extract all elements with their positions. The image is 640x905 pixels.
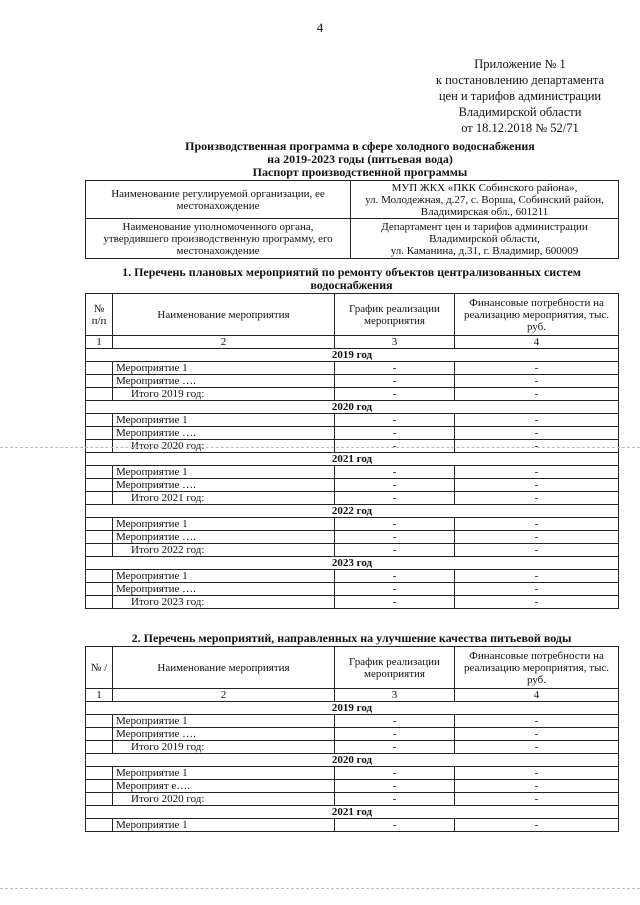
row-number-cell — [86, 819, 113, 832]
finance-cell: - — [455, 583, 619, 596]
col-number: 3 — [335, 689, 455, 702]
schedule-cell: - — [335, 596, 455, 609]
year-heading: 2019 год — [86, 349, 619, 362]
passport-org-label: Наименование регулируемой организации, ее местонахождение — [86, 181, 351, 219]
table-row — [86, 728, 619, 741]
year-heading: 2019 год — [86, 702, 619, 715]
measure-name-cell: Мероприятие 1 — [113, 819, 335, 832]
finance-cell: - — [455, 741, 619, 754]
finance-cell: - — [455, 362, 619, 375]
finance-cell: - — [455, 531, 619, 544]
measure-name-cell: Итого 2022 год: — [113, 544, 335, 557]
row-number-cell — [86, 362, 113, 375]
finance-cell: - — [455, 479, 619, 492]
schedule-cell: - — [335, 544, 455, 557]
table-row — [86, 570, 619, 583]
year-row — [86, 557, 619, 570]
appendix-line: Владимирской области — [458, 105, 582, 119]
title-line: Производственная программа в сфере холодного водоснабжения — [185, 139, 535, 153]
table-row — [86, 596, 619, 609]
table-row — [86, 819, 619, 832]
col-number: 4 — [455, 336, 619, 349]
year-heading: 2023 год — [86, 557, 619, 570]
year-row — [86, 754, 619, 767]
measure-name-cell: Мероприят е…. — [113, 780, 335, 793]
row-number-cell — [86, 715, 113, 728]
year-heading: 2021 год — [86, 453, 619, 466]
appendix-line: к постановлению департамента — [435, 73, 605, 87]
section2-table — [85, 646, 619, 832]
passport-table — [85, 180, 619, 259]
finance-cell: - — [455, 388, 619, 401]
schedule-cell: - — [335, 819, 455, 832]
row-number-cell — [86, 466, 113, 479]
schedule-cell: - — [335, 388, 455, 401]
section1-table — [85, 293, 619, 609]
measure-name-cell: Мероприятие 1 — [113, 518, 335, 531]
schedule-cell: - — [335, 715, 455, 728]
row-number-cell — [86, 375, 113, 388]
schedule-cell: - — [335, 780, 455, 793]
row-number-cell — [86, 583, 113, 596]
finance-cell: - — [455, 440, 619, 453]
table-row — [86, 414, 619, 427]
page-number: 4 — [316, 20, 324, 35]
appendix-line: Приложение № 1 — [474, 57, 566, 71]
table-row — [86, 427, 619, 440]
passport-org-value: МУП ЖКХ «ПКК Собинского района», ул. Молодежная, д.27, с. Ворша, Собинский район, Владимирская обл., 601211 — [351, 181, 619, 219]
row-number-cell — [86, 479, 113, 492]
year-heading: 2020 год — [86, 401, 619, 414]
finance-cell: - — [455, 819, 619, 832]
row-number-cell — [86, 414, 113, 427]
table-row — [86, 479, 619, 492]
table-row — [86, 767, 619, 780]
col-num-header: № п/п — [86, 294, 113, 336]
schedule-cell: - — [335, 414, 455, 427]
measure-name-cell: Мероприятие …. — [113, 728, 335, 741]
finance-cell: - — [455, 728, 619, 741]
schedule-cell: - — [335, 375, 455, 388]
scan-artifact-line — [0, 888, 640, 889]
row-number-cell — [86, 531, 113, 544]
finance-cell: - — [455, 715, 619, 728]
table-row — [86, 544, 619, 557]
row-number-cell — [86, 427, 113, 440]
table-row — [86, 375, 619, 388]
year-heading: 2020 год — [86, 754, 619, 767]
col-schedule-header: График реализации мероприятия — [335, 647, 455, 689]
schedule-cell: - — [335, 492, 455, 505]
table-row — [86, 793, 619, 806]
col-number: 3 — [335, 336, 455, 349]
year-heading: 2022 год — [86, 505, 619, 518]
col-number: 2 — [113, 689, 335, 702]
measure-name-cell: Мероприятие 1 — [113, 570, 335, 583]
title-line: на 2019-2023 годы (питьевая вода) — [267, 152, 453, 166]
measure-name-cell: Итого 2019 год: — [113, 741, 335, 754]
measure-name-cell: Мероприятие …. — [113, 479, 335, 492]
schedule-cell: - — [335, 741, 455, 754]
finance-cell: - — [455, 492, 619, 505]
appendix-line: от 18.12.2018 № 52/71 — [461, 121, 579, 135]
col-name-header: Наименование мероприятия — [113, 294, 335, 336]
year-row — [86, 349, 619, 362]
finance-cell: - — [455, 544, 619, 557]
year-row — [86, 505, 619, 518]
schedule-cell: - — [335, 362, 455, 375]
row-number-cell — [86, 767, 113, 780]
measure-name-cell: Итого 2020 год: — [113, 793, 335, 806]
finance-cell: - — [455, 518, 619, 531]
finance-cell: - — [455, 767, 619, 780]
schedule-cell: - — [335, 570, 455, 583]
table-row — [86, 531, 619, 544]
section2-title: 2. Перечень мероприятий, направленных на улучшение качества питьевой воды — [131, 631, 572, 645]
col-number: 4 — [455, 689, 619, 702]
schedule-cell: - — [335, 440, 455, 453]
row-number-cell — [86, 793, 113, 806]
measure-name-cell: Итого 2020 год: — [113, 440, 335, 453]
measure-name-cell: Итого 2019 год: — [113, 388, 335, 401]
measure-name-cell: Итого 2021 год: — [113, 492, 335, 505]
finance-cell: - — [455, 427, 619, 440]
row-number-cell — [86, 518, 113, 531]
table-row — [86, 466, 619, 479]
col-schedule-header: График реализации мероприятия — [335, 294, 455, 336]
year-row — [86, 806, 619, 819]
finance-cell: - — [455, 570, 619, 583]
measure-name-cell: Мероприятие …. — [113, 375, 335, 388]
row-number-cell — [86, 596, 113, 609]
year-row — [86, 453, 619, 466]
row-number-cell — [86, 544, 113, 557]
measure-name-cell: Мероприятие …. — [113, 583, 335, 596]
year-row — [86, 702, 619, 715]
measure-name-cell: Мероприятие …. — [113, 427, 335, 440]
schedule-cell: - — [335, 728, 455, 741]
table-row — [86, 518, 619, 531]
document-title — [120, 140, 600, 179]
col-name-header: Наименование мероприятия — [113, 647, 335, 689]
row-number-cell — [86, 570, 113, 583]
finance-cell: - — [455, 780, 619, 793]
passport-authority-label: Наименование уполномоченного органа, утвердившего производственную программу, его местонахождение — [86, 219, 351, 259]
schedule-cell: - — [335, 767, 455, 780]
col-finance-header: Финансовые потребности на реализацию мероприятия, тыс. руб. — [455, 647, 619, 689]
table-row — [86, 741, 619, 754]
row-number-cell — [86, 388, 113, 401]
appendix-line: цен и тарифов администрации — [438, 89, 602, 103]
title-line: Паспорт производственной программы — [252, 165, 468, 179]
measure-name-cell: Мероприятие 1 — [113, 715, 335, 728]
finance-cell: - — [455, 793, 619, 806]
table-row — [86, 492, 619, 505]
table-row — [86, 440, 619, 453]
measure-name-cell: Мероприятие …. — [113, 531, 335, 544]
schedule-cell: - — [335, 793, 455, 806]
table-row — [86, 780, 619, 793]
measure-name-cell: Мероприятие 1 — [113, 362, 335, 375]
finance-cell: - — [455, 375, 619, 388]
col-finance-header: Финансовые потребности на реализацию мероприятия, тыс. руб. — [455, 294, 619, 336]
measure-name-cell: Мероприятие 1 — [113, 414, 335, 427]
row-number-cell — [86, 780, 113, 793]
col-number: 1 — [86, 336, 113, 349]
row-number-cell — [86, 741, 113, 754]
table-row — [86, 388, 619, 401]
measure-name-cell: Мероприятие 1 — [113, 466, 335, 479]
appendix-block — [420, 56, 620, 136]
table-row — [86, 715, 619, 728]
schedule-cell: - — [335, 531, 455, 544]
year-heading: 2021 год — [86, 806, 619, 819]
col-number: 2 — [113, 336, 335, 349]
measure-name-cell: Мероприятие 1 — [113, 767, 335, 780]
finance-cell: - — [455, 596, 619, 609]
col-num-header: № / — [86, 647, 113, 689]
row-number-cell — [86, 440, 113, 453]
scan-artifact-line — [0, 447, 640, 448]
year-row — [86, 401, 619, 414]
finance-cell: - — [455, 466, 619, 479]
schedule-cell: - — [335, 466, 455, 479]
finance-cell: - — [455, 414, 619, 427]
section1-title: 1. Перечень плановых мероприятий по ремонту объектов централизованных систем водоснабжения — [122, 265, 581, 292]
schedule-cell: - — [335, 427, 455, 440]
measure-name-cell: Итого 2023 год: — [113, 596, 335, 609]
col-number: 1 — [86, 689, 113, 702]
passport-authority-value: Департамент цен и тарифов администрации Владимирской области, ул. Каманина, д.31, г. Владимир, 600009 — [351, 219, 619, 259]
schedule-cell: - — [335, 479, 455, 492]
row-number-cell — [86, 492, 113, 505]
table-row — [86, 362, 619, 375]
table-row — [86, 583, 619, 596]
schedule-cell: - — [335, 583, 455, 596]
row-number-cell — [86, 728, 113, 741]
schedule-cell: - — [335, 518, 455, 531]
